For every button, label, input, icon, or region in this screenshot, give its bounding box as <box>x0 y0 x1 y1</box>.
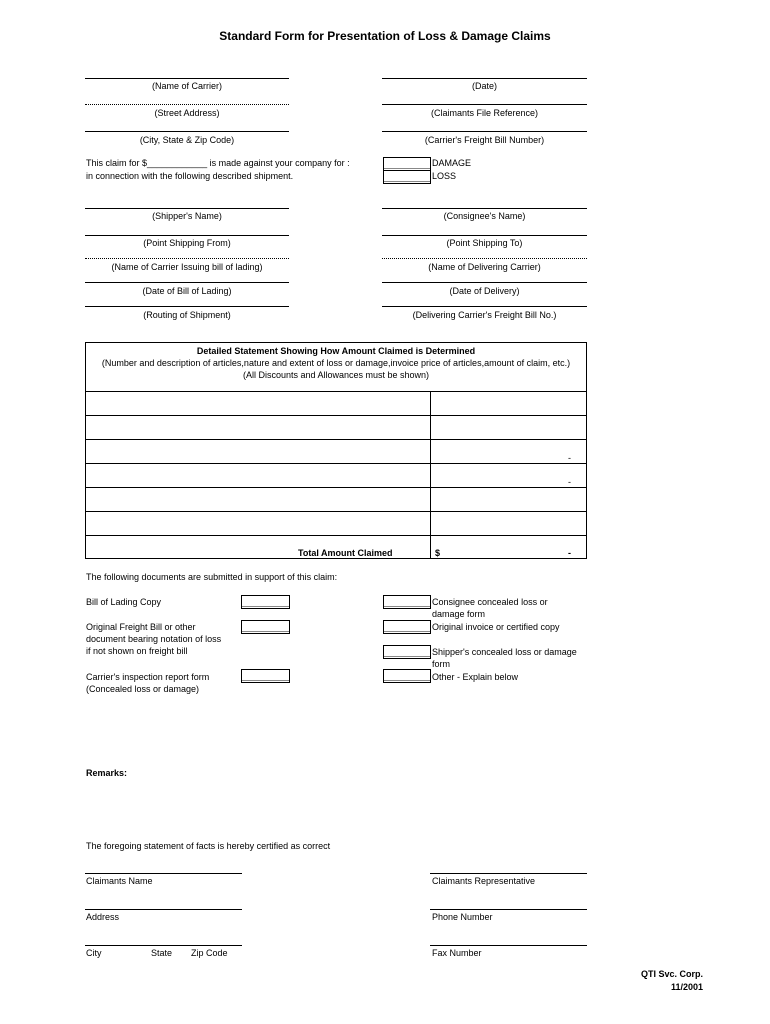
documents-intro: The following documents are submitted in support of this claim: <box>86 572 338 582</box>
address-label: Address <box>86 912 120 922</box>
date-line[interactable] <box>382 78 587 79</box>
loss-label: LOSS <box>432 171 457 181</box>
original-invoice-label: Original invoice or certified copy <box>432 622 560 632</box>
bill-of-lading-copy-checkbox[interactable] <box>241 595 290 609</box>
bill-of-lading-date-line[interactable] <box>85 282 289 283</box>
city-state-zip-line[interactable] <box>85 131 289 132</box>
shipper-name-label: (Shipper's Name) <box>152 211 222 221</box>
claimants-file-reference-line[interactable] <box>382 104 587 105</box>
other-explain-checkbox[interactable] <box>383 669 431 683</box>
inspection-report-checkbox[interactable] <box>241 669 290 683</box>
carrier-name-label: (Name of Carrier) <box>151 81 222 91</box>
point-shipping-from-line[interactable] <box>85 235 289 236</box>
claim-shipment-text: in connection with the following described shipment. <box>86 171 294 181</box>
form-title: Standard Form for Presentation of Loss & Damage Claims <box>219 29 551 43</box>
routing-line[interactable] <box>85 306 289 307</box>
total-amount-label: Total Amount Claimed <box>298 548 393 558</box>
consignee-concealed-loss-label: Consignee concealed loss or <box>432 597 548 607</box>
total-currency-symbol: $ <box>435 548 441 558</box>
date-label: (Date) <box>471 81 497 91</box>
consignee-concealed-loss-label: damage form <box>432 609 486 619</box>
delivery-date-line[interactable] <box>382 282 587 283</box>
table-row[interactable] <box>86 535 586 536</box>
carrier-name-line[interactable] <box>85 78 289 79</box>
shipper-name-line[interactable] <box>85 208 289 209</box>
claim-amount-text: This claim for $____________ is made against your company for : <box>86 158 350 168</box>
delivering-freight-bill-line[interactable] <box>382 306 587 307</box>
inspection-report-label: (Concealed loss or damage) <box>86 684 200 694</box>
freight-bill-number-line[interactable] <box>382 131 587 132</box>
total-amount-value: - <box>568 548 571 558</box>
zip-code-label: Zip Code <box>191 948 228 958</box>
delivering-freight-bill-label: (Delivering Carrier's Freight Bill No.) <box>412 310 557 320</box>
table-row[interactable] <box>86 439 586 440</box>
damage-checkbox[interactable] <box>383 157 431 171</box>
bill-of-lading-date-label: (Date of Bill of Lading) <box>142 286 232 296</box>
issuing-carrier-label: (Name of Carrier Issuing bill of lading) <box>111 262 263 272</box>
statement-heading: Detailed Statement Showing How Amount Claimed is Determined <box>196 346 476 356</box>
freight-bill-number-label: (Carrier's Freight Bill Number) <box>424 135 545 145</box>
shipper-concealed-loss-checkbox[interactable] <box>383 645 431 659</box>
detailed-statement-table <box>85 342 587 559</box>
original-freight-bill-label: document bearing notation of loss <box>86 634 222 644</box>
other-explain-label: Other - Explain below <box>432 672 519 682</box>
routing-label: (Routing of Shipment) <box>143 310 231 320</box>
phone-number-line[interactable] <box>430 909 587 910</box>
table-row[interactable] <box>86 463 586 464</box>
delivery-date-label: (Date of Delivery) <box>449 286 520 296</box>
statement-subheading: (Number and description of articles,nature and extent of loss or damage,invoice price of articles,amount of claim, etc.) <box>101 358 571 368</box>
remarks-label: Remarks: <box>86 768 128 778</box>
street-address-label: (Street Address) <box>154 108 220 118</box>
table-column-divider <box>430 391 431 558</box>
fax-number-label: Fax Number <box>432 948 482 958</box>
claimants-file-reference-label: (Claimants File Reference) <box>430 108 539 118</box>
consignee-concealed-loss-checkbox[interactable] <box>383 595 431 609</box>
point-shipping-to-line[interactable] <box>382 235 587 236</box>
point-shipping-to-label: (Point Shipping To) <box>446 238 523 248</box>
city-state-zip-signature-line[interactable] <box>85 945 242 946</box>
row-amount-dash: - <box>568 477 571 487</box>
street-address-line[interactable] <box>85 104 289 105</box>
original-invoice-checkbox[interactable] <box>383 620 431 634</box>
damage-label: DAMAGE <box>432 158 472 168</box>
address-line[interactable] <box>85 909 242 910</box>
delivering-carrier-label: (Name of Delivering Carrier) <box>428 262 541 272</box>
consignee-name-label: (Consignee's Name) <box>443 211 526 221</box>
footer-date: 11/2001 <box>670 982 703 992</box>
claimants-name-label: Claimants Name <box>86 876 153 886</box>
bill-of-lading-copy-label: Bill of Lading Copy <box>86 597 162 607</box>
claimants-representative-line[interactable] <box>430 873 587 874</box>
state-label: State <box>151 948 173 958</box>
table-row[interactable] <box>86 487 586 488</box>
loss-checkbox[interactable] <box>383 170 431 184</box>
original-freight-bill-label: if not shown on freight bill <box>86 646 188 656</box>
footer-company: QTI Svc. Corp. <box>640 969 703 979</box>
phone-number-label: Phone Number <box>432 912 493 922</box>
claimants-representative-label: Claimants Representative <box>432 876 536 886</box>
certification-statement: The foregoing statement of facts is hereby certified as correct <box>86 841 331 851</box>
inspection-report-label: Carrier's inspection report form <box>86 672 210 682</box>
statement-discounts-note: (All Discounts and Allowances must be shown) <box>242 370 430 380</box>
delivering-carrier-line[interactable] <box>382 258 587 259</box>
original-freight-bill-checkbox[interactable] <box>241 620 290 634</box>
city-state-zip-label: (City, State & Zip Code) <box>139 135 235 145</box>
table-row[interactable] <box>86 511 586 512</box>
table-row[interactable] <box>86 415 586 416</box>
issuing-carrier-line[interactable] <box>85 258 289 259</box>
shipper-concealed-loss-label: form <box>432 659 450 669</box>
claimants-name-line[interactable] <box>85 873 242 874</box>
fax-number-line[interactable] <box>430 945 587 946</box>
table-row[interactable] <box>86 391 586 392</box>
point-shipping-from-label: (Point Shipping From) <box>143 238 231 248</box>
original-freight-bill-label: Original Freight Bill or other <box>86 622 196 632</box>
row-amount-dash: - <box>568 453 571 463</box>
consignee-name-line[interactable] <box>382 208 587 209</box>
city-label: City <box>86 948 102 958</box>
shipper-concealed-loss-label: Shipper's concealed loss or damage <box>432 647 577 657</box>
